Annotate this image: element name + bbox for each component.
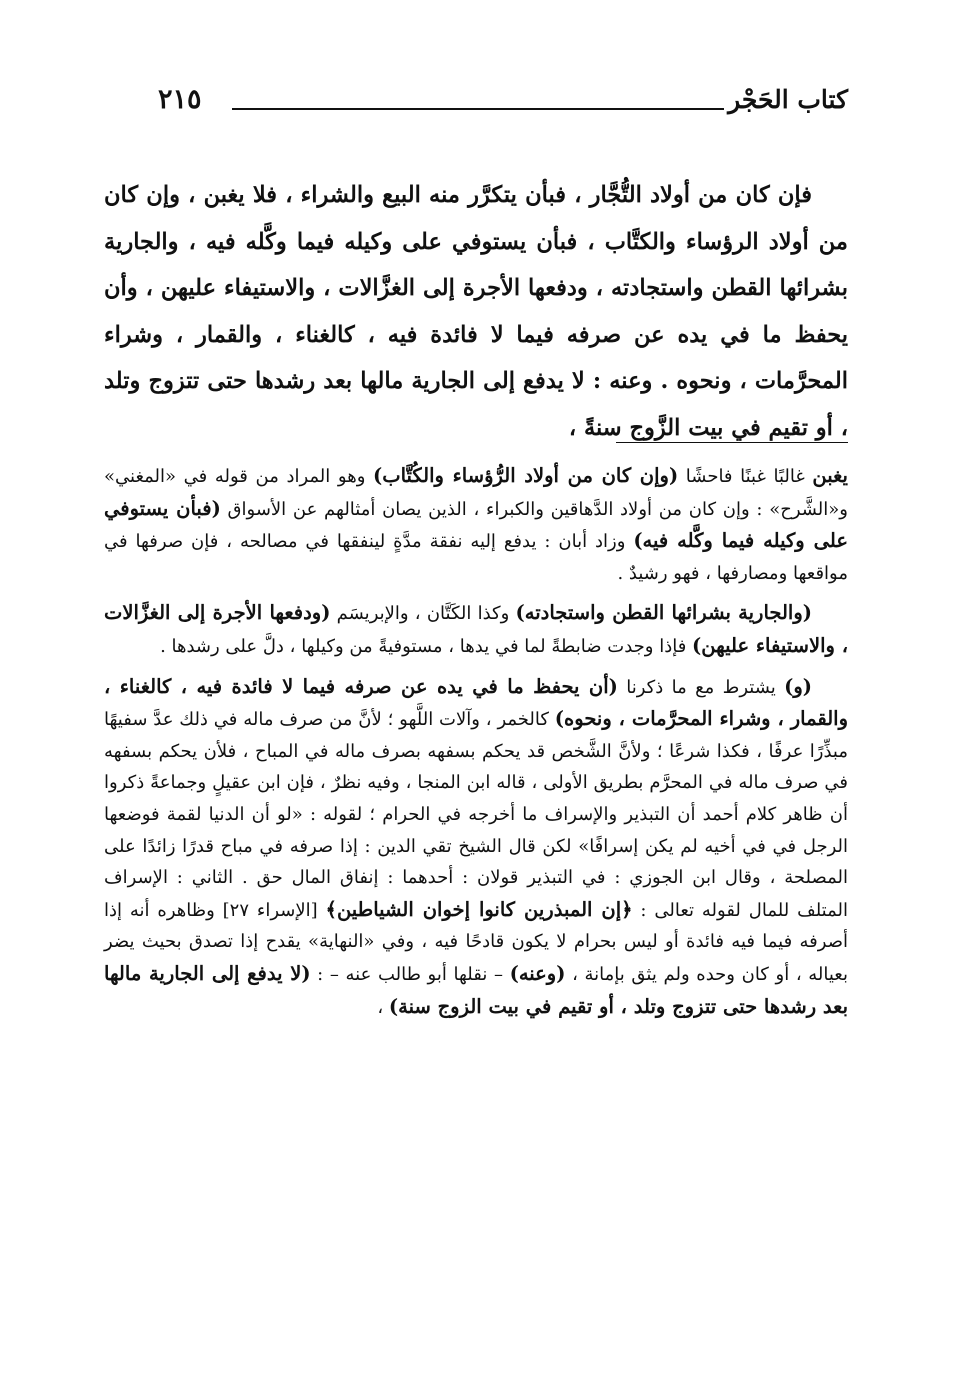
page-header (104, 82, 848, 126)
quoted-matn: (والجارية بشرائها القطن واستجادته) (515, 601, 812, 625)
quoted-matn: (فبأن يستوفي على وكيله فيما وكَّله فيه) (104, 496, 848, 553)
quoted-matn: (و) (784, 674, 813, 698)
commentary-text: – نقلها أبو طالب عنه – : (310, 963, 510, 985)
quoted-matn: (وإن كان من أولاد الرُّؤساء والكُتَّاب) (373, 464, 679, 487)
main-paragraph: فإن كان من أولاد التُّجَّار ، فبأن يتكرَّر منه البيع والشراء ، فلا يغبن ، وإن كان من أولاد الرؤساء والكتَّاب ، فبأن يستوفي على وكيله فيما وكَّله فيه ، والجارية بشرائها القطن واستجادته ، ودفعها الأجرة إلى الغزَّالات ، والاستيفاء عليهن ، وأن يحفظ ما في يده عن صرفه فيما لا فائدة فيه ، كالغناء ، والقمار ، وشراء المحرَّمات ، ونحوه . وعنه : لا يدفع إلى الجارية مالها بعد رشدها حتى تتزوج وتلد ، أو تقيم في بيت الزَّوج سنةً ، (104, 182, 848, 441)
quoted-matn: (أن يحفظ ما في يده عن صرفه فيما لا فائدة فيه ، كالغناء ، والقمار ، وشراء المحرَّمات ، ونحوه) (104, 674, 848, 731)
commentary-text: [الإسراء ٢٧] وظاهره أنه إذا أصرفه فيما فيه فائدة أو ليس بحرام لا يكون قادحًا فيه ، وفي «النهاية» يقدح إذا تصدق بحيث يضر بعياله ، أو كان وحده ولم يثق بإمانة ، (104, 899, 848, 985)
commentary-text: ، (377, 996, 389, 1018)
commentary-text: فإذا وجدت ضابطةً لما في يدها ، مستوفيةً من وكيلها ، دلَّ على رشدها . (160, 635, 693, 657)
quoted-matn: (لا يدفع إلى الجارية مالها بعد رشدها حتى تتزوج وتلد ، أو تقيم في بيت الزوج سنة) (104, 961, 848, 1018)
commentary-text: غالبًا غبنًا فاحشًا (678, 466, 813, 487)
commentary-paragraph-3 (104, 671, 848, 1024)
running-title: كتاب الحَجْر (728, 85, 848, 114)
footnote-separator (616, 442, 848, 443)
commentary-paragraph-2 (104, 597, 848, 662)
book-page (104, 74, 848, 1354)
commentary-text: وزاد أبان : يدفع إليه نفقة مدَّةٍ لينفقها في مصالحه ، فإن صرفها في مواقعها ومصارفها ، فهو رشيدٌ . (104, 531, 848, 584)
page-number: ٢١٥ (158, 84, 202, 115)
quoted-matn: (ودفعها الأجرة إلى الغزَّالات ، والاستيفاء عليهن) (104, 601, 848, 657)
commentary-text: وكذا الكَتَّان ، والإبريسَم (330, 603, 516, 625)
commentary (104, 460, 848, 1031)
commentary-paragraph-1 (104, 460, 848, 589)
quoted-matn: يغبن (812, 464, 848, 487)
commentary-text: كالخمر ، وآلات اللَّهو ؛ لأنَّ من صرف ماله في ذلك عدَّ سفيهًا مبذِّرًا عرفًا ، فكذا شرعًا ؛ ولأنَّ الشَّخص قد يحكم بسفهه بصرف ماله في المباح ، فلأن يحكم بسفهه في صرف ماله في المحرَّم بطريق الأولى ، قاله ابن المنجا ، وفيه نظرٌ ، فإن ابن عقيلٍ وجماعةً ذكروا أن ظاهر كلام أحمد أن التبذير والإسراف ما أخرجه في الحرام ؛ لقوله : «لو أن الدنيا لقمة فوضعها الرجل في في أخيه لم يكن إسرافًا» لكن قال الشيخ تقي الدين : إذا صرفه في مباح قدرًا زائدًا على المصلحة ، وقال ابن الجوزي : في التبذير قولان : أحدهما : إنفاق المال حق . الثاني : الإسراف المتلف للمال لقوله تعالى : (104, 709, 848, 921)
commentary-text: يشترط مع ما ذكرنا (617, 676, 785, 698)
quran-verse: ﴿إن المبذرين كانوا إخوان الشياطين﴾ (325, 897, 633, 921)
header-rule (232, 108, 724, 110)
main-text (104, 172, 848, 451)
quoted-matn: (وعنه) (509, 961, 566, 985)
commentary-text: وهو المراد من قوله في «المغني» و«الشَّرح» : وإن كان من أولاد الدَّهاقين والكبراء ، الذين يصان أمثالهم عن الأسواق (104, 466, 849, 520)
